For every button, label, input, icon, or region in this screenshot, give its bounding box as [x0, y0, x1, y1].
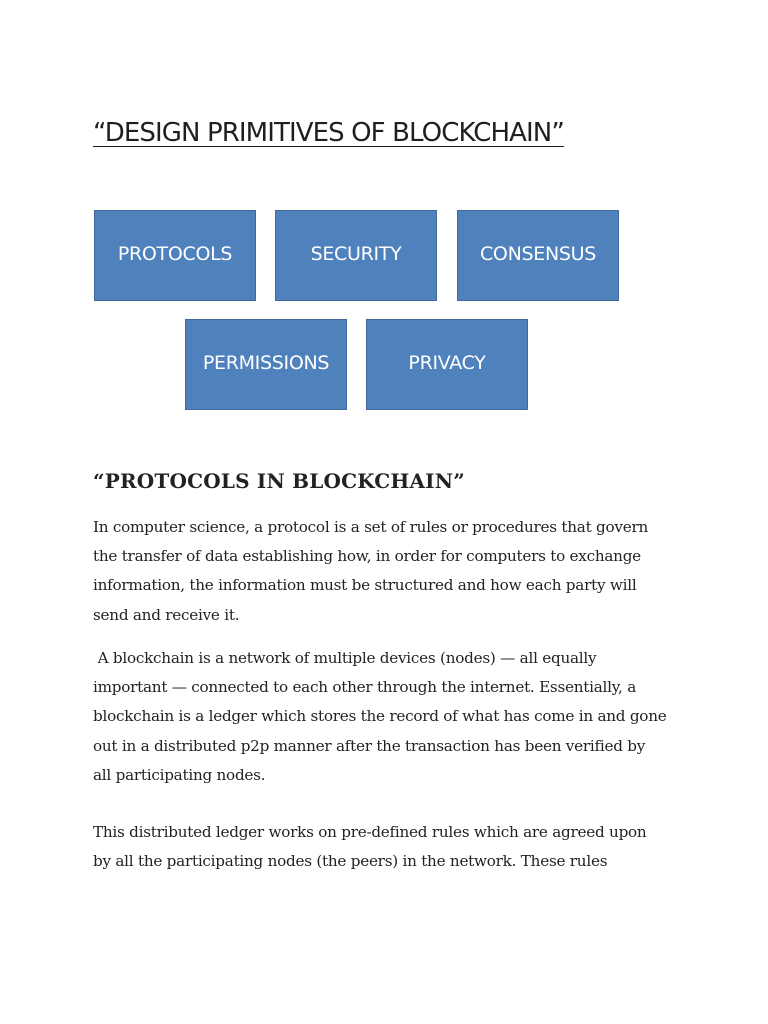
- paragraph-line: information, the information must be structured and how each party will: [93, 576, 637, 595]
- primitive-label: PROTOCOLS: [117, 242, 233, 265]
- paragraph-line: In computer science, a protocol is a set of rules or procedures that govern: [93, 518, 649, 536]
- paragraph-line: by all the participating nodes (the peers) in the network. These rules: [93, 852, 608, 871]
- paragraph-line: the transfer of data establishing how, in order for computers to exchange: [93, 547, 641, 566]
- page-title: “DESIGN PRIMITIVES OF BLOCKCHAIN”: [93, 118, 564, 148]
- paragraph-line: out in a distributed p2p manner after the transaction has been verified by: [93, 736, 646, 755]
- primitive-box-permissions: [185, 319, 347, 410]
- paragraph-distributed-ledger: [93, 818, 693, 876]
- paragraph-line: A blockchain is a network of multiple devices (nodes) — all equally: [93, 649, 597, 667]
- primitive-label: PERMISSIONS: [202, 351, 330, 374]
- paragraph-line: This distributed ledger works on pre-defined rules which are agreed upon: [93, 823, 647, 841]
- section-heading: “PROTOCOLS IN BLOCKCHAIN”: [93, 469, 465, 493]
- primitive-box-consensus: [457, 210, 619, 301]
- primitive-label: CONSENSUS: [479, 242, 597, 265]
- paragraph-protocol-definition: [93, 513, 693, 630]
- primitive-label: SECURITY: [310, 242, 402, 265]
- paragraph-line: send and receive it.: [93, 605, 240, 624]
- primitive-label: PRIVACY: [408, 351, 486, 374]
- paragraph-line: important — connected to each other through the internet. Essentially, a: [93, 678, 637, 697]
- primitive-box-privacy: [366, 319, 528, 410]
- primitive-box-security: [275, 210, 437, 301]
- primitive-box-protocols: [94, 210, 256, 301]
- paragraph-line: blockchain is a ledger which stores the record of what has come in and gone: [93, 707, 667, 726]
- paragraph-line: all participating nodes.: [93, 765, 266, 784]
- paragraph-blockchain-network: [93, 644, 693, 790]
